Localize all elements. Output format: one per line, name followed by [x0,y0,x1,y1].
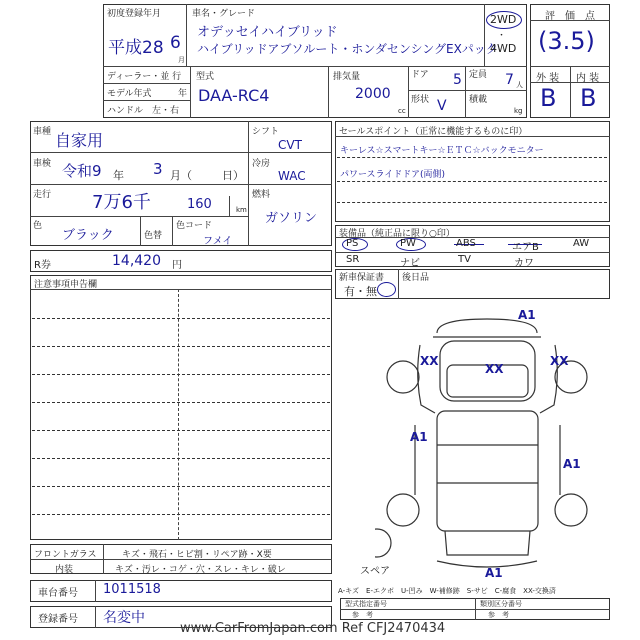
damage-left-door-a1: A1 [410,430,428,444]
reference-label-left: 参 考 [352,611,373,619]
warranty-value: 有・無 [344,285,377,298]
capacity-unit: 人 [516,81,523,89]
registration-label: 登録番号 [38,614,78,625]
shift-label: シフト [252,127,280,137]
capacity-value: 7 [505,72,514,88]
recycle-unit: 円 [172,260,182,271]
color-change-label: 色替 [144,231,163,241]
color-label: 色 [33,221,43,231]
equipment-label: 装備品（純正品に限り○印） [339,229,455,239]
mileage-unit: km [236,206,247,214]
equip-leather: カワ [514,258,534,269]
notes-label: 注意事項申告欄 [34,280,98,290]
drive-2wd: 2WD [490,13,517,26]
drive-4wd: 4WD [490,42,517,55]
inspection-label: 車検 [33,159,52,169]
damage-right-fender-xx: XX [550,354,569,368]
dealer-label: ディーラー・並 行 [107,72,182,82]
registration-value: 名変中 [103,610,145,626]
mileage-label: 走行 [33,190,52,200]
ac-label: 冷房 [252,159,271,169]
load-unit: kg [514,107,523,115]
load-label: 積載 [469,95,488,105]
equip-abs: ABS [456,238,476,249]
displacement-unit: cc [398,107,406,115]
inspection-era: 令和9 [62,162,102,180]
displacement-value: 2000 [355,86,391,102]
first-reg-label: 初度登録年月 [107,9,162,19]
interior-grade: B [580,84,597,112]
damage-left-fender-xx: XX [420,354,439,368]
fuel-label: 燃料 [252,190,271,200]
capacity-label: 定員 [469,70,488,80]
inspection-month: 3 [153,160,163,178]
selling-point-line2: パワースライドドア(両側) [340,170,446,180]
first-reg-era: 平成28 [108,38,164,58]
windshield-label: フロントガラス [34,550,97,560]
inspection-day-unit: 日） [222,169,244,182]
interior-cond-label: 内装 [55,565,74,575]
grade-score: (3.5) [538,27,595,55]
interior-cond-value: キズ・汚レ・コゲ・穴・スレ・キレ・破レ [115,565,286,575]
interior-label: 内 装 [576,73,600,84]
drive-dot: ・ [497,31,507,41]
color-value: ブラック [62,228,114,243]
windshield-value: キズ・飛石・ヒビ割・リペア跡・X要 [122,550,272,560]
inspection-year-unit: 年 [113,169,124,182]
warranty-label: 新車保証書 [339,273,385,283]
chassis-value: 1011518 [103,582,161,597]
model-name-label: 車名・グレード [192,9,256,19]
equip-tv: TV [458,254,471,265]
equip-airbag: エアB [512,242,539,253]
shift-value: CVT [278,138,302,152]
grade-label: 評 価 点 [545,11,595,22]
reference-label-right: 参 考 [488,611,509,619]
handle-label: ハンドル 左・右 [107,106,180,116]
model-year-unit: 年 [178,89,188,99]
damage-right-door-a1: A1 [563,457,581,471]
mileage-extra: 160 [187,197,212,212]
type-designation-label: 型式指定番号 [345,600,387,608]
watermark: www.CarFromJapan.com Ref CFJ2470434 [180,621,446,636]
selling-point-line1: キーレス☆スマートキー☆ＥＴＣ☆バックモニター [340,146,544,156]
displacement-label: 排気量 [333,72,361,82]
warranty-circle [377,282,396,297]
model-name-line2: ハイブリッドアブソルート・ホンダセンシングEXパック [197,42,498,56]
type-label: 型式 [196,72,215,82]
model-year-label: モデル年式 [107,89,152,99]
later-items-label: 後日品 [402,273,430,283]
damage-rear-a1: A1 [485,566,503,580]
equip-ps: PS [346,238,359,249]
month-unit: 月 [178,56,185,64]
first-reg-month: 6 [170,33,181,53]
class-number-label: 類別区分番号 [480,600,522,608]
damage-legend: A-キズ E-エクボ U-凹み W-補修跡 S-サビ C-腐食 XX-交換済 [338,587,556,595]
ac-value: WAC [278,169,306,183]
recycle-value: 14,420 [112,253,161,269]
exterior-grade: B [540,84,557,112]
shape-value: V [437,98,447,114]
door-value: 5 [453,72,462,88]
color-code-label: 色コード [176,221,213,231]
car-diagram [375,305,600,580]
damage-hood-xx: XX [485,362,504,376]
exterior-label: 外 装 [536,73,560,84]
spare-label: スペア [360,566,390,577]
model-name-line1: オデッセイハイブリッド [197,25,338,40]
usage-label: 車種 [33,127,52,137]
color-code-value: フメイ [203,236,233,247]
inspection-month-unit: 月（ [170,169,192,182]
shape-label: 形状 [411,95,430,105]
chassis-label: 車台番号 [38,588,78,599]
selling-points-label: セールスポイント（正常に機能するものに印） [339,127,528,137]
mileage-value: 7万6千 [92,192,151,213]
equip-navi: ナビ [400,258,420,269]
notes-box [30,275,332,540]
recycle-label: R券 [34,260,51,271]
equip-pw: PW [400,238,416,249]
type-value: DAA-RC4 [198,86,270,105]
fuel-value: ガソリン [265,211,318,226]
equip-aw: AW [573,238,590,249]
damage-front-a1: A1 [518,308,536,322]
door-label: ドア [411,70,429,80]
usage-value: 自家用 [55,131,104,150]
equip-sr: SR [346,254,360,265]
